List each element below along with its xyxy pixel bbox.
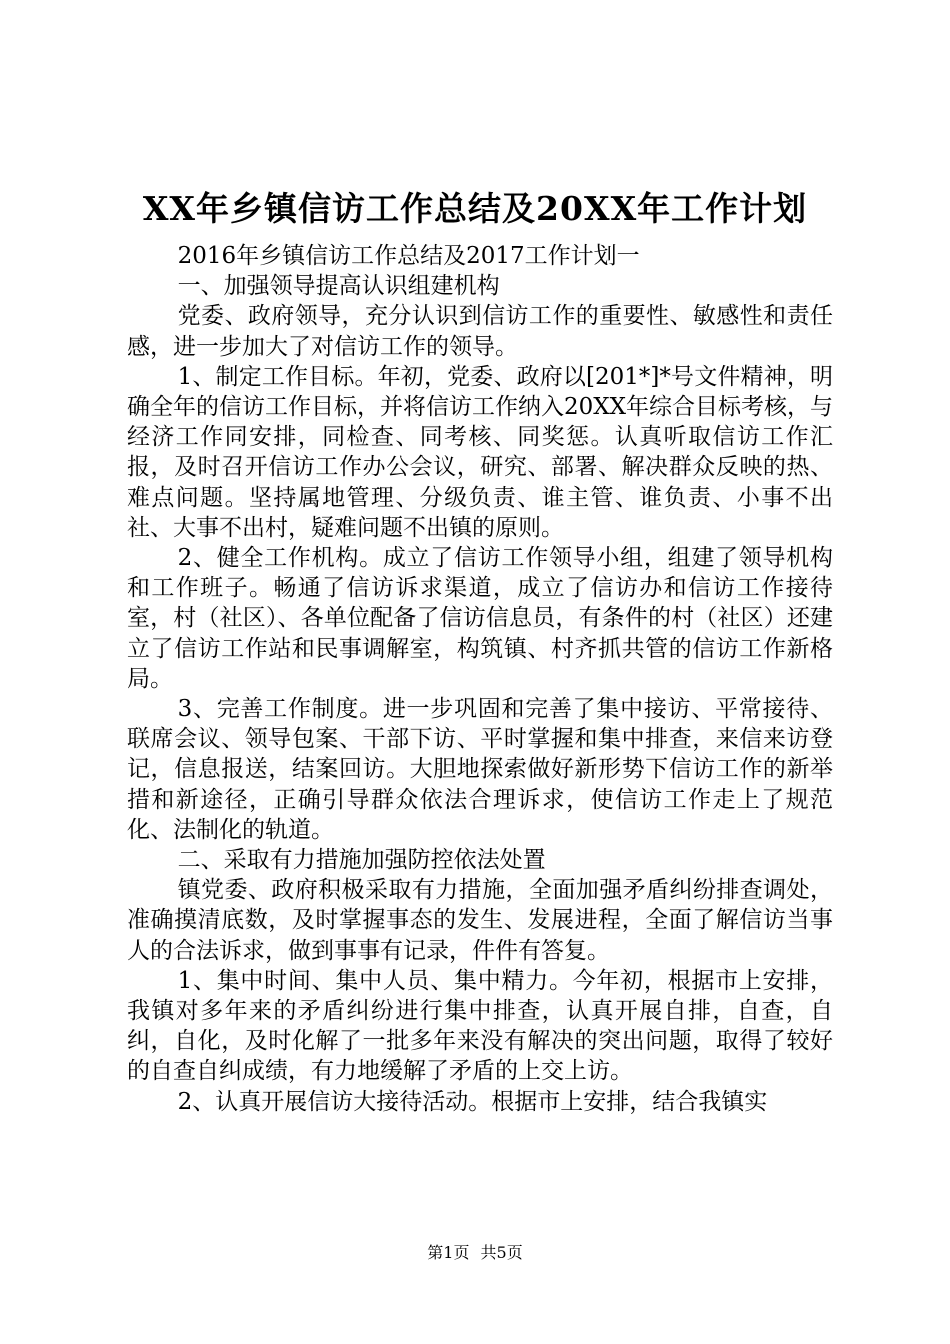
document-body: [127, 241, 833, 1117]
paragraph: 2、认真开展信访大接待活动。根据市上安排，结合我镇实: [177, 1088, 768, 1115]
page-footer: [0, 1242, 950, 1264]
paragraph: 镇党委、政府积极采取有力措施，全面加强矛盾纠纷排查调处，准确摸清底数，及时掌握事态的发生、发展进程，全面了解信访当事人的合法诉求，做到事事有记录，件件有答复。: [127, 877, 833, 964]
paragraph-subtitle: 2016年乡镇信访工作总结及2017工作计划一: [177, 243, 640, 269]
document-title: XX年乡镇信访工作总结及20XX年工作计划: [142, 189, 808, 228]
paragraph: 1、集中时间、集中人员、集中精力。今年初，根据市上安排，我镇对多年来的矛盾纠纷进行集中排查，认真开展自排，自查，自纠，自化，及时化解了一批多年来没有解决的突出问题，取得了较好的自查自纠成绩，有力地缓解了矛盾的上交上访。: [127, 967, 833, 1085]
paragraph: 2、健全工作机构。成立了信访工作领导小组，组建了领导机构和工作班子。畅通了信访诉求渠道，成立了信访办和信访工作接待室，村（社区）、各单位配备了信访信息员，有条件的村（社区）还建立了信访工作站和民事调解室，构筑镇、村齐抓共管的信访工作新格局。: [127, 545, 833, 692]
paragraph: 3、完善工作制度。进一步巩固和完善了集中接访、平常接待、联席会议、领导包案、干部下访、平时掌握和集中排查，来信来访登记，信息报送，结案回访。大胆地探索做好新形势下信访工作的新举措和新途径，正确引导群众依法合理诉求，使信访工作走上了规范化、法制化的轨道。: [127, 696, 833, 843]
paragraph-section-2-heading: 二、采取有力措施加强防控依法处置: [177, 847, 546, 874]
paragraph-section-1-heading: 一、加强领导提高认识组建机构: [177, 273, 500, 300]
paragraph: 党委、政府领导，充分认识到信访工作的重要性、敏感性和责任感，进一步加大了对信访工作的领导。: [127, 303, 833, 360]
page-total: 共5页: [480, 1243, 523, 1262]
paragraph: 1、制定工作目标。年初，党委、政府以[201*]*号文件精神，明确全年的信访工作目标，并将信访工作纳入20XX年综合目标考核，与经济工作同安排，同检查、同考核、同奖惩。认真听取信访工作汇报，及时召开信访工作办公会议，研究、部署、解决群众反映的热、难点问题。坚持属地管理、分级负责、谁主管、谁负责、小事不出社、大事不出村，疑难问题不出镇的原则。: [127, 363, 834, 541]
page-number: 第1页: [427, 1243, 470, 1262]
